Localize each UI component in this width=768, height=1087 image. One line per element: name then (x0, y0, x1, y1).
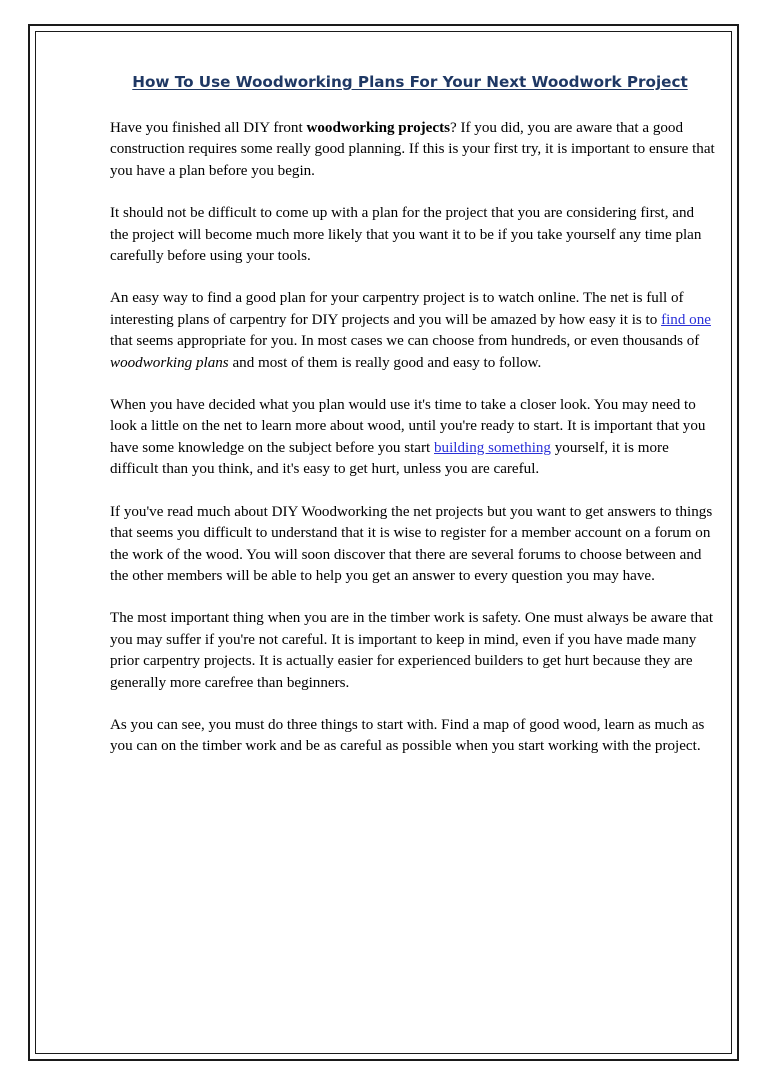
find-one-link[interactable]: find one (661, 311, 711, 328)
paragraph-4-text-b: yourself, it is more difficult than you think, and it's easy to get hurt, unless you are careful. (110, 439, 669, 478)
document-title: How To Use Woodworking Plans For Your Next Woodwork Project (132, 73, 688, 91)
paragraph-1 (110, 118, 716, 182)
paragraph-7: As you can see, you must do three things to start with. Find a map of good wood, learn as much as you can on the timber work and be as careful as possible when you start working with the project. (110, 716, 705, 755)
paragraph-3-text-b: that seems appropriate for you. In most cases we can choose from hundreds, or even thousands of (110, 333, 700, 350)
building-something-link[interactable]: building something (434, 439, 551, 456)
paragraph-1-bold-keyword: woodworking projects (306, 120, 450, 136)
paragraph-6: The most important thing when you are in the timber work is safety. One must always be aware that you may suffer if you're not careful. It is important to keep in mind, even if you have made many prior carpentry projects. It is actually easier for experienced builders to get hurt because they are generally more carefree than beginners. (110, 610, 714, 691)
paragraph-3-italic-phrase: woodworking plans (110, 354, 229, 371)
paragraph-3-text-a: An easy way to find a good plan for your carpentry project is to watch online. The net is full of interesting plans of carpentry for DIY projects and you will be amazed by how easy it is to (110, 290, 684, 328)
paragraph-1-text-a: Have you finished all DIY front (110, 120, 307, 136)
paragraph-4 (110, 395, 716, 481)
document-body (110, 118, 716, 779)
paragraph-2: It should not be difficult to come up with a plan for the project that you are considering first, and the project will become much more likely that you want it to be if you take yourself any time plan carefully before using your tools. (110, 205, 702, 265)
paragraph-3-text-c: and most of them is really good and easy to follow. (228, 354, 542, 371)
paragraph-1-text-b: ? If you did, you are aware that a good construction requires some really good planning. If this is your first try, it is important to ensure that you have a plan before you begin. (110, 120, 715, 179)
paragraph-5: If you've read much about DIY Woodworking the net projects but you want to get answers to things that seems you difficult to understand that it is wise to register for a member account on a forum on the work of the wood. You will soon discover that there are several forums to choose between and the other members will be able to help you get an answer to every question you may have. (110, 503, 713, 584)
paragraph-4-text-a: When you have decided what you plan would use it's time to take a closer look. You may need to look a little on the net to learn more about wood, until you're ready to start. It is important that you have some knowledge on the subject before you start (110, 397, 706, 456)
paragraph-3 (110, 288, 716, 374)
